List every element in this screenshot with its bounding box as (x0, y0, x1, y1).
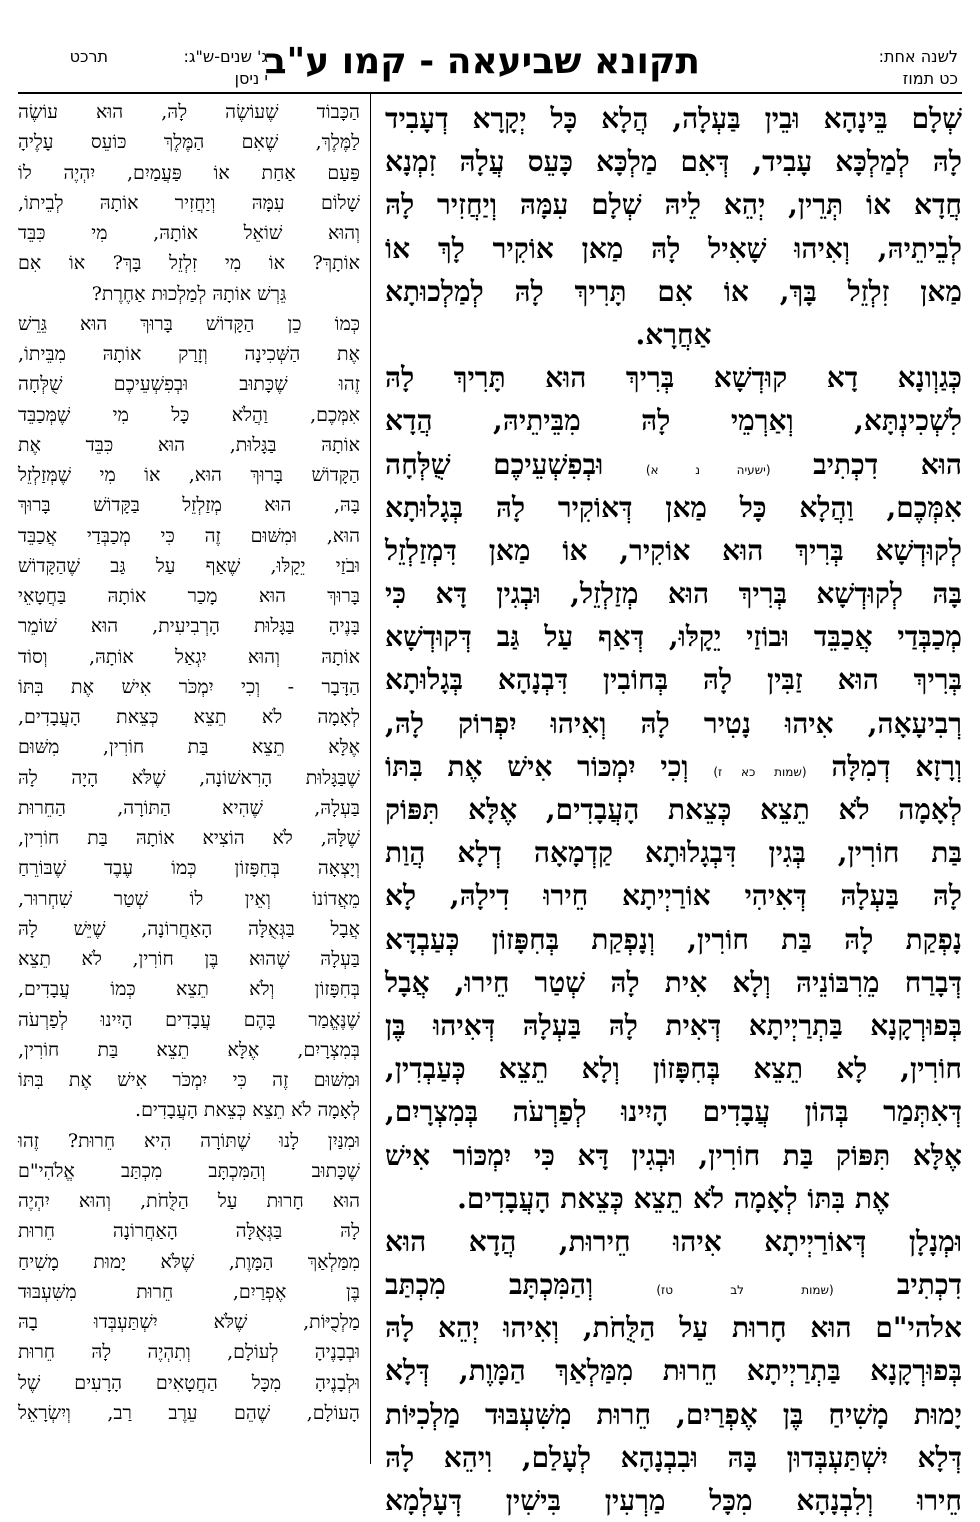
commentary-line: שֶׁכָּתוּב וְהַמִּכְתָּב מִכְתַּב אֱלֹהִי"ם (18, 1159, 360, 1182)
main-line: לִשְׁכִינְתָּא, וְאַרְמֵי לָהּ מִבֵּיתֵיהּ, הֲדָא (385, 404, 962, 438)
schedule-label: לשנה אחת: (878, 47, 958, 66)
column-divider (370, 94, 371, 1464)
commentary-line: לְאָמָה לֹא תֵצֵא כְּצֵאת הָעֲבָדִים. (135, 1099, 360, 1122)
commentary-line: אֶת הַשְּׁכִינָה וְזָרַק אוֹתָהּ מִבֵּיתוֹ, (18, 343, 360, 365)
schedule-date: כט תמוז (902, 69, 958, 88)
main-line: אלהי"ם הוּא חָרוּת עַל הַלֻּחֹת, וְאִיהוּ יְהֵא לָהּ (385, 1311, 962, 1345)
commentary-line: לָהּ בַּגְּאֻלָּה הָאַחֲרוֹנָה חֵרוּת (18, 1220, 360, 1243)
main-line: בַּת חוֹרִין, בְּגִין דִּבְגָלוּתָא קַדְמָאָה דְלָא הֲוַת (385, 836, 962, 870)
commentary-line: מַלְכֻיּוֹת, שֶׁלֹּא יִשְׁתַּעְבְּדוּ בָהּ (18, 1311, 360, 1333)
main-line: אֶת בִּתּוֹ לְאָמָה לֹא תֵצֵא כְּצֵאת הָעֲבָדִים. (457, 1181, 890, 1215)
page-number-box (18, 46, 108, 68)
page-number: תרכט (69, 47, 108, 66)
main-line: דְּבָרַח מֵרִבּוֹנֵיהּ וְלָא אִית לָהּ שְׁטַר חֵירוּ, אֲבָל (385, 965, 962, 999)
source-citation: (שמות כא ז) (713, 764, 807, 779)
main-line: חֲדָא אוֹ תְּרֵין, יְהֵא לֵיהּ שְׁלָם עִמָּהּ וְיַחֲזִיר לָהּ (385, 188, 962, 222)
commentary-line: זֶהוּ שֶׁכָּתוּב וּבְפִשְׁעֵיכֶם שֻׁלְּחָה (18, 373, 360, 396)
main-text-column (385, 97, 963, 1517)
main-line: לְקוּדְשָׁא בְּרִיךְ הוּא אוֹקִיר, אוֹ מַאן דִּמְזַלְזֵל (385, 533, 962, 567)
commentary-line: אוֹתָךְ? אוֹ מִי זִלְזֵל בָּךְ? אוֹ אִם (18, 252, 360, 275)
main-line: לְאָמָה לֹא תֵצֵא כְּצֵאת הָעֲבָדִים, אֶלָּא תִּפּוֹק (385, 793, 962, 826)
main-text: דִכְתִיב (896, 1268, 962, 1302)
commentary-line: בְּחִפָּזוֹן וְלֹא תֵצֵא כְּמוֹ עֲבָדִים, (18, 978, 360, 1001)
commentary-line: בֶּן אֶפְרַיִם, חֵרוּת מִשִּׁעְבּוּד (18, 1280, 360, 1303)
main-line: מַאן זִלְזֵל בָּךְ, אוֹ אִם תָּרִיךְ לָהּ לְמַלְכוּתָא (385, 274, 962, 308)
page-title: תקונא שביעאה - קמו ע"ב (264, 41, 700, 82)
commentary-line: שֶׁלָּהּ, לֹא הוֹצִיא אוֹתָהּ בַּת חוֹרִין, (18, 827, 360, 849)
commentary-line: בַּעְלָהּ שֶׁהוּא בֶּן חוֹרִין, לֹא תֵצֵא (18, 948, 360, 970)
main-line: בְּפוּרְקָנָא בַּתְרַיְיתָא דְּאִית לָהּ בַּעְלָהּ דְּאִיהוּ בֶּן (385, 1008, 962, 1042)
main-text: וּבְפִשְׁעֵיכֶם שֻׁלְּחָה (385, 447, 604, 481)
main-text: וְהַמִּכְתָּב מִכְתַּב (385, 1268, 594, 1302)
commentary-line: אֶלָּא תֵצֵא בַּת חוֹרִין, מִשּׁוּם (18, 736, 360, 759)
main-line: דְּאִתְּמַר בְּהוֹן עֲבָדִים הָיִינוּ לְפַרְעֹה בְּמִצְרָיִם, (385, 1095, 962, 1129)
main-line: לְבֵיתֵיהּ, וְאִיהוּ שָׁאִיל לָהּ מַאן אוֹקִיר לָךְ אוֹ (385, 231, 962, 265)
commentary-line: אִמְּכֶם, וַהֲלֹא כָּל מִי שֶׁמְּכַבֵּד (18, 403, 360, 426)
main-line: לָהּ בַּעְלָהּ דְּאִיהִי אוֹרַיְיתָא חֵירוּ דִילָהּ, לָא (385, 879, 962, 913)
main-line: כְּגַוְונָא דָא קוּדְשָׁא בְּרִיךְ הוּא תָּרִיךְ לָהּ (385, 361, 962, 395)
main-line: אֶלָּא תִּפּוֹק בַּת חוֹרִין, וּבְגִין דָּא כִּי יִמְכּוֹר אִישׁ (385, 1138, 962, 1172)
commentary-line: פַּעַם אַחַת אוֹ פַּעֲמַיִם, יִהְיֶה לוֹ (18, 161, 360, 184)
main-line: אַחֲרָא. (635, 317, 712, 351)
main-line: וּמְנָלָן דְּאוֹרַיְיתָא אִיהוּ חֵירוּת, הֲדָא הוּא (385, 1224, 962, 1258)
commentary-line: וּבֹזַי יֵקָלּוּ, שֶׁאַף עַל גַּב שֶׁהַקָּדוֹשׁ (18, 554, 360, 577)
commentary-line: וּמִנַּיִן לָנוּ שֶׁתּוֹרָה הִיא חֵרוּת? זֶהוּ (18, 1129, 360, 1152)
source-citation: (ישעיה נ א) (645, 462, 771, 477)
schedule2-date: י ניסן (234, 69, 268, 88)
main-line: יָמוּת מָשִׁיחַ בֶּן אֶפְרַיִם, חֵרוּת מִשִּׁעְבּוּד מַלְכִיּוֹת (385, 1397, 962, 1431)
commentary-column (18, 97, 360, 1462)
main-line: נָפְקַת לָהּ בַּת חוֹרִין, וְנָפְקַת בְּחִפָּזוֹן כְּעַבְדָּא (385, 922, 962, 956)
commentary-line: מֵאֲדוֹנוֹ וְאֵין לוֹ שְׁטַר שִׁחְרוּר, (18, 887, 360, 910)
schedule-three-years (118, 46, 268, 90)
schedule-one-year (758, 46, 958, 90)
commentary-line: בָּרוּךְ הוּא מָכַר אוֹתָהּ בַּחֲטָאֵי (18, 585, 360, 607)
source-citation: (שמות לב טז) (656, 1283, 834, 1298)
main-line: חוֹרִין, לָא תֵצֵא בְּחִפָּזוֹן וְלָא תֵצֵא כְּעַבְדִין, (385, 1052, 962, 1086)
main-line (385, 1263, 962, 1306)
commentary-line: בָּנֶיהָ בַּגָּלוּת הָרְבִיעִית, הוּא שׁוֹמֵר (18, 615, 360, 638)
schedule2-label: ג' שנים-ש"ג: (183, 47, 268, 66)
main-line: בָּהּ לְקוּדְשָׁא בְּרִיךְ הוּא מְזַלְזֵל, וּבְגִין דָּא כִּי (385, 577, 962, 611)
commentary-line: לְאָמָה לֹא תֵצֵא כְּצֵאת הָעֲבָדִים, (18, 706, 360, 728)
commentary-line: שֶׁבַּגָּלוּת הָרִאשׁוֹנָה, שֶׁלֹּא הָיָה לָהּ (18, 766, 360, 789)
commentary-line: הַכָּבוֹד שֶׁעוֹשֶׂה לָהּ, הוּא עוֹשֶׂה (18, 101, 360, 123)
commentary-line: וְיָצְאָה בְּחִפָּזוֹן כְּמוֹ עֶבֶד שֶׁבּוֹרֵחַ (18, 857, 360, 880)
main-line: דְּלָא יִשְׁתַּעְבְּדוּן בָּהּ וּבִבְנָהָא לְעָלַם, וִיהֵא לָהּ (385, 1440, 962, 1474)
main-line: בְּרִיךְ הוּא זַבִּין לָהּ בְּחוֹבִין דִּבְנָהָא בְּגָלוּתָא (385, 663, 962, 697)
main-line (385, 443, 962, 486)
commentary-line: גֵּרְשׁ אוֹתָהּ לְמַלְכוּת אַחֶרֶת? (91, 282, 287, 305)
commentary-line: שָׁלוֹם עִמָּהּ וְיַחֲזִיר אוֹתָהּ לְבֵיתוֹ, (18, 191, 360, 214)
main-text: וְכִי יִמְכּוֹר אִישׁ אֶת בִּתּוֹ (385, 749, 689, 783)
commentary-line: הוּא, וּמִשּׁוּם זֶה כִּי מְכַבְּדַי אֲכַבֵּד (18, 524, 360, 547)
commentary-line: הוּא חָרוּת עַל הַלֻּחֹת, וְהוּא יִהְיֶה (18, 1190, 360, 1212)
commentary-line: וּמִשּׁוּם זֶה כִּי יִמְכֹּר אִישׁ אֶת בִּתּוֹ (18, 1069, 360, 1091)
commentary-line: בָּהּ, הוּא מְזַלְזֵל בַּקָּדוֹשׁ בָּרוּךְ (18, 494, 360, 517)
commentary-line: אֲבָל בַּגְּאֻלָּה הָאַחֲרוֹנָה, שֶׁיֵּשׁ לָהּ (18, 917, 360, 940)
commentary-line: אוֹתָהּ בַּגָּלוּת, הוּא כִּבֵּד אֶת (18, 433, 360, 456)
commentary-line: בַּעְלָהּ, שֶׁהִיא הַתּוֹרָה, הַחֵרוּת (18, 796, 360, 819)
commentary-line: הַדָּבָר - וְכִי יִמְכֹּר אִישׁ אֶת בִּתּוֹ (18, 675, 360, 698)
commentary-line: שֶׁנֶּאֱמַר בָּהֶם עֲבָדִים הָיִינוּ לְפַרְעֹה (18, 1008, 360, 1031)
main-text: וְרָזָא דְמִלָּה (831, 749, 963, 783)
page-header (0, 0, 980, 92)
commentary-line: בְּמִצְרָיִם, אֶלָּא תֵצֵא בַּת חוֹרִין, (18, 1038, 360, 1061)
commentary-line: הָעוֹלָם, שֶׁהֵם עֵרֶב רַב, וְיִשְׂרָאֵל (18, 1401, 360, 1424)
commentary-line: הַקָּדוֹשׁ בָּרוּךְ הוּא, אוֹ מִי שֶׁמְּזַלְזֵל (18, 464, 360, 486)
main-line: שְׁלָם בֵּינָהָא וּבֵין בַּעְלָה, הֲלָא כָּל יְקָרָא דְעָבִיד (385, 102, 962, 135)
commentary-line: מִמַּלְאַךְ הַמָּוֶת, שֶׁלֹּא יָמוּת מָשִׁיחַ (18, 1250, 360, 1273)
header-rule (18, 92, 962, 94)
commentary-line: וּלְבָנֶיהָ מִכָּל הַחֲטָאִים הָרָעִים שֶׁל (18, 1371, 360, 1394)
commentary-line: וְהוּא שׁוֹאֵל אוֹתָהּ, מִי כִּבֵּד (18, 222, 360, 244)
commentary-line: לַמֶּלֶךְ, שֶׁאִם הַמֶּלֶךְ כּוֹעֵס עָלֶיהָ (18, 131, 360, 154)
commentary-line: אוֹתָהּ וְהוּא יִגְאַל אוֹתָהּ, וְסוֹד (18, 645, 360, 668)
main-line: אִמְּכֶם, וַהֲלָא כָּל מַאן דְּאוֹקִיר לָהּ בְּגָלוּתָא (385, 490, 962, 524)
commentary-line: וּבְבָנֶיהָ לְעוֹלָם, וְתִהְיֶה לָהּ חֵרוּת (18, 1341, 360, 1364)
main-line: חֵירוּ וְלִבְנָהָא מִכָּל מַרְעִין בִּישִׁין דְּעָלְמָא (385, 1484, 962, 1517)
main-line (385, 745, 962, 788)
main-line: לָהּ לְמַלְכָּא עָבִיד, דְּאִם מַלְכָּא כָּעֵס עֲלָהּ זִמְנָא (385, 145, 962, 179)
main-text: הוּא דִכְתִיב (813, 447, 963, 481)
main-line: בְּפוּרְקָנָא בַּתְרַיְיתָא חֵרוּת מִמַּלְאַךְ הַמָּוֶת, דְּלָא (385, 1354, 962, 1388)
main-line: מְכַבְּדַי אֲכַבֵּד וּבוֹזַי יֵקָלּוּ, דְּאַף עַל גַּב דְּקוּדְשָׁא (385, 620, 962, 654)
main-line: רְבִיעָאָה, אִיהוּ נָטִיר לָהּ וְאִיהוּ יִפְרוֹק לָהּ, (385, 706, 962, 740)
commentary-line: כְּמוֹ כֵן הַקָּדוֹשׁ בָּרוּךְ הוּא גֵּרֵשׁ (18, 312, 360, 335)
